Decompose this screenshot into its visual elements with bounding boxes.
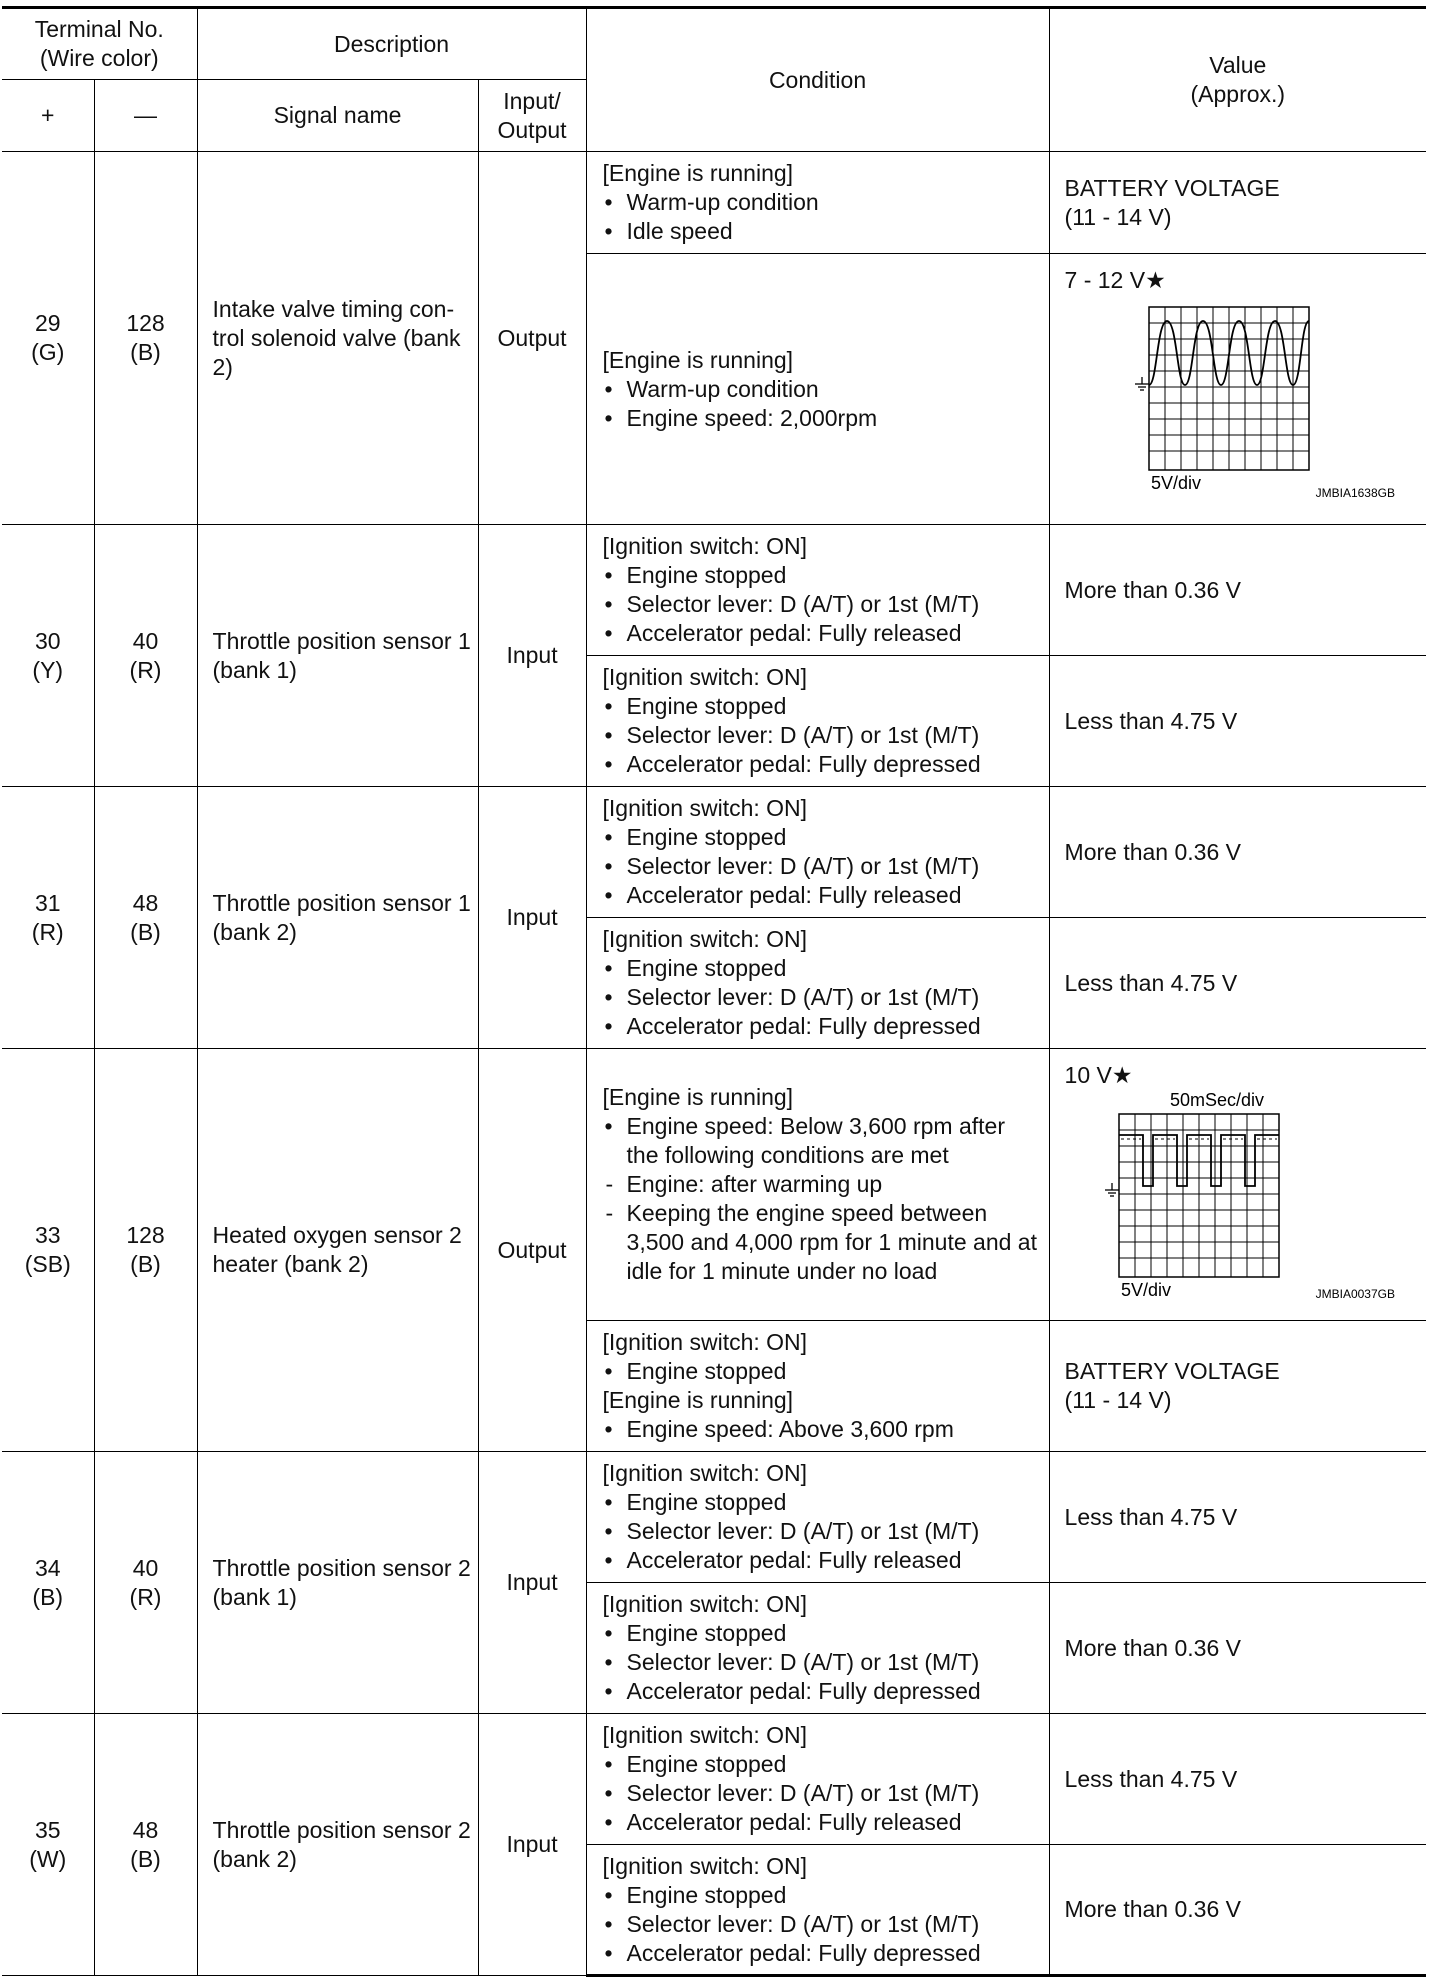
figure-id: JMBIA0037GB [1315, 1287, 1395, 1301]
terminal-plus: 29 (G) [2, 152, 94, 525]
header-minus: — [94, 80, 197, 152]
value-cell: Less than 4.75 V [1049, 1452, 1426, 1583]
condition-cell: [Ignition switch: ON] • Engine stopped • Selector lever: D (A/T) or 1st (M/T) • Accelerator pedal: Fully depressed [586, 656, 1049, 787]
value-text: 10 V★ [1064, 1062, 1133, 1088]
terminal-minus: 128 (B) [94, 152, 197, 525]
figure-id: JMBIA1638GB [1315, 486, 1395, 500]
condition-cell: [Ignition switch: ON] • Engine stopped • Selector lever: D (A/T) or 1st (M/T) • Accelerator pedal: Fully depressed [586, 918, 1049, 1049]
header-value: Value (Approx.) [1049, 8, 1426, 152]
condition-cell: [Ignition switch: ON] • Engine stopped • Selector lever: D (A/T) or 1st (M/T) • Accelerator pedal: Fully released [586, 1714, 1049, 1845]
signal-name: Throttle position sensor 2 (bank 2) [197, 1714, 478, 1976]
terminal-plus: 35 (W) [2, 1714, 94, 1976]
value-cell: More than 0.36 V [1049, 1583, 1426, 1714]
value-cell: Less than 4.75 V [1049, 1714, 1426, 1845]
scale-label: 5V/div [1150, 473, 1201, 493]
header-input-output: Input/ Output [478, 80, 586, 152]
signal-name: Throttle position sensor 2 (bank 1) [197, 1452, 478, 1714]
signal-name: Intake valve timing con- trol solenoid valve (bank 2) [197, 152, 478, 525]
value-text: 7 - 12 V★ [1064, 267, 1166, 293]
header-plus: + [2, 80, 94, 152]
io-type: Input [478, 525, 586, 787]
io-type: Input [478, 1714, 586, 1976]
terminal-spec-table [2, 6, 1426, 1977]
condition-cell: [Ignition switch: ON] • Engine stopped • Selector lever: D (A/T) or 1st (M/T) • Accelerator pedal: Fully released [586, 1452, 1049, 1583]
signal-name: Heated oxygen sensor 2 heater (bank 2) [197, 1049, 478, 1452]
value-cell: BATTERY VOLTAGE (11 - 14 V) [1049, 1321, 1426, 1452]
value-cell: More than 0.36 V [1049, 1845, 1426, 1976]
condition-cell: [Ignition switch: ON] • Engine stopped • Selector lever: D (A/T) or 1st (M/T) • Accelerator pedal: Fully depressed [586, 1845, 1049, 1976]
header-terminal: Terminal No. (Wire color) [2, 8, 197, 80]
condition-cell: [Ignition switch: ON] • Engine stopped [Engine is running] • Engine speed: Above 3,600 rpm [586, 1321, 1049, 1452]
value-cell: More than 0.36 V [1049, 525, 1426, 656]
terminal-plus: 33 (SB) [2, 1049, 94, 1452]
condition-cell: [Ignition switch: ON] • Engine stopped • Selector lever: D (A/T) or 1st (M/T) • Accelerator pedal: Fully released [586, 787, 1049, 918]
terminal-minus: 128 (B) [94, 1049, 197, 1452]
value-cell: Less than 4.75 V [1049, 656, 1426, 787]
header-description: Description [197, 8, 586, 80]
signal-name: Throttle position sensor 1 (bank 2) [197, 787, 478, 1049]
signal-name: Throttle position sensor 1 (bank 1) [197, 525, 478, 787]
terminal-plus: 30 (Y) [2, 525, 94, 787]
header-condition: Condition [586, 8, 1049, 152]
value-cell [1049, 254, 1426, 525]
scale-label: 5V/div [1120, 1280, 1171, 1300]
terminal-minus: 48 (B) [94, 1714, 197, 1976]
terminal-minus: 48 (B) [94, 787, 197, 1049]
value-cell: More than 0.36 V [1049, 787, 1426, 918]
io-type: Output [478, 1049, 586, 1452]
terminal-minus: 40 (R) [94, 525, 197, 787]
condition-cell: [Ignition switch: ON] • Engine stopped • Selector lever: D (A/T) or 1st (M/T) • Accelerator pedal: Fully depressed [586, 1583, 1049, 1714]
timebase-label: 50mSec/div [1169, 1090, 1264, 1110]
terminal-plus: 34 (B) [2, 1452, 94, 1714]
condition-cell: [Engine is running] • Warm-up condition • Idle speed [586, 152, 1049, 254]
value-cell [1049, 1049, 1426, 1321]
condition-cell: [Engine is running] • Engine speed: Below 3,600 rpm after the following conditions are met - Engine: after warming up - Keeping the engine speed between 3,500 and 4,000 rpm for 1 minute and at idle for 1 minute under no load [586, 1049, 1049, 1321]
ground-symbol [1105, 1183, 1119, 1196]
io-type: Input [478, 1452, 586, 1714]
ground-symbol [1135, 377, 1149, 390]
condition-cell: [Engine is running] • Warm-up condition • Engine speed: 2,000rpm [586, 254, 1049, 525]
header-signal-name: Signal name [197, 80, 478, 152]
oscilloscope-sine-figure [1065, 295, 1405, 505]
oscilloscope-pulse-figure [1065, 1090, 1405, 1304]
io-type: Input [478, 787, 586, 1049]
io-type: Output [478, 152, 586, 525]
condition-cell: [Ignition switch: ON] • Engine stopped • Selector lever: D (A/T) or 1st (M/T) • Accelerator pedal: Fully released [586, 525, 1049, 656]
value-cell: Less than 4.75 V [1049, 918, 1426, 1049]
value-cell: BATTERY VOLTAGE (11 - 14 V) [1049, 152, 1426, 254]
terminal-minus: 40 (R) [94, 1452, 197, 1714]
terminal-plus: 31 (R) [2, 787, 94, 1049]
